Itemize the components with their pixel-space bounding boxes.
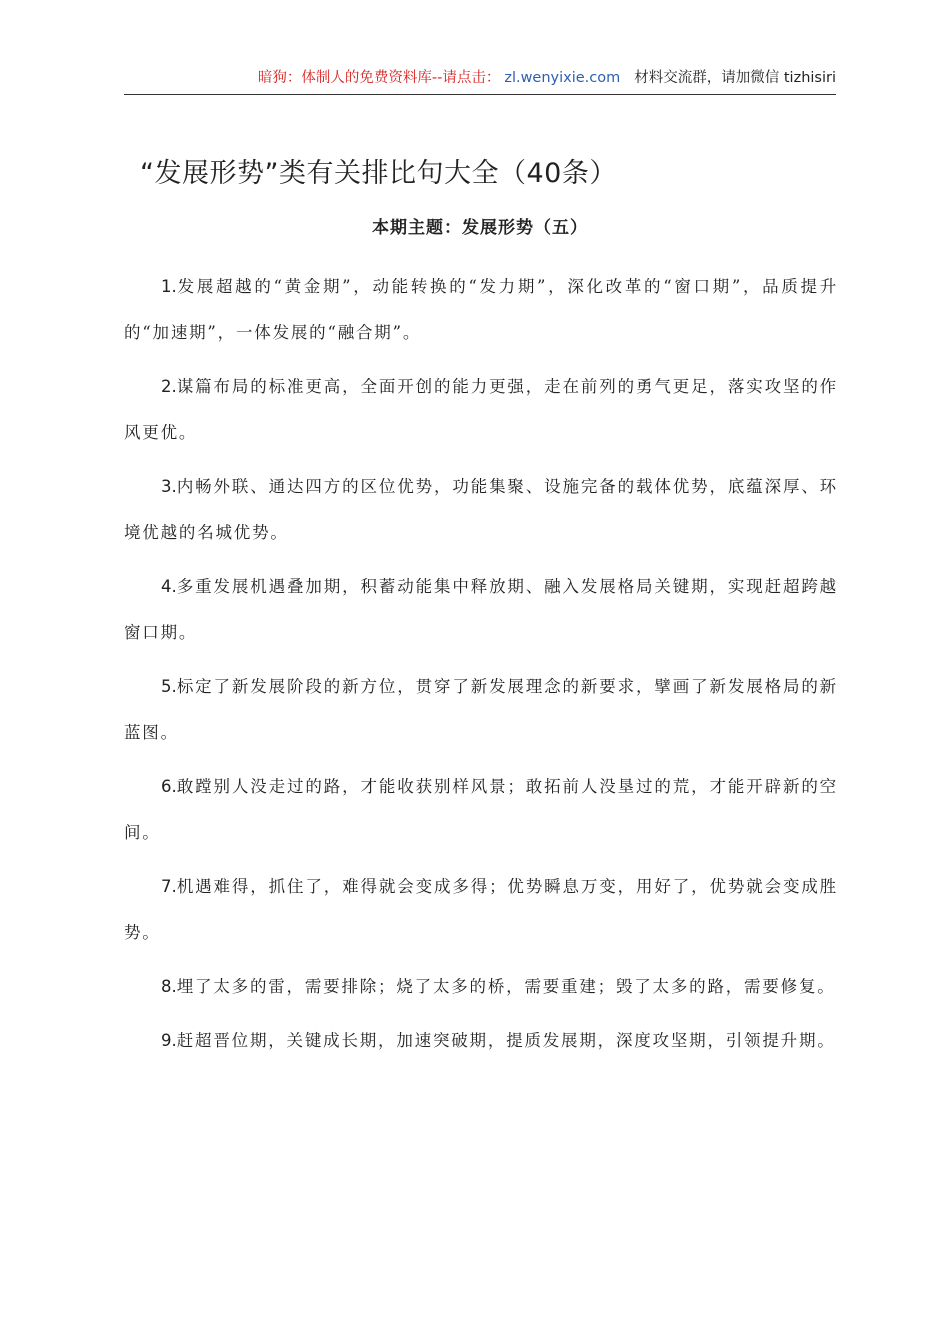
item-number: 3. <box>161 477 177 496</box>
item-text: 谋篇布局的标准更高，全面开创的能力更强，走在前列的勇气更足，落实攻坚的作风更优。 <box>124 377 838 442</box>
item-text: 机遇难得，抓住了，难得就会变成多得；优势瞬息万变，用好了，优势就会变成胜势。 <box>124 877 838 942</box>
page-header <box>124 66 836 95</box>
list-item <box>124 1018 838 1064</box>
item-number: 5. <box>161 677 177 696</box>
item-number: 6. <box>161 777 177 796</box>
item-number: 7. <box>161 877 177 896</box>
list-item <box>124 264 838 356</box>
list-item <box>124 964 838 1010</box>
item-text: 埋了太多的雷，需要排除；烧了太多的桥，需要重建；毁了太多的路，需要修复。 <box>176 977 836 996</box>
header-brand: 暗狗：体制人的免费资料库 <box>257 70 432 86</box>
document-title: “发展形势”类有关排比句大全（40条） <box>140 158 617 189</box>
item-number: 8. <box>161 977 177 996</box>
item-list <box>124 264 838 1072</box>
list-item <box>124 864 838 956</box>
item-number: 4. <box>161 577 177 596</box>
list-item <box>124 464 838 556</box>
item-text: 赶超晋位期，关键成长期，加速突破期，提质发展期，深度攻坚期，引领提升期。 <box>176 1031 836 1050</box>
item-text: 标定了新发展阶段的新方位，贯穿了新发展理念的新要求，擘画了新发展格局的新蓝图。 <box>124 677 838 742</box>
item-text: 内畅外联、通达四方的区位优势，功能集聚、设施完备的载体优势，底蕴深厚、环境优越的名城优势。 <box>124 477 838 542</box>
header-link[interactable]: zl.wenyixie.com <box>504 70 621 86</box>
list-item <box>124 364 838 456</box>
header-prompt: --请点击： <box>431 70 501 86</box>
item-text: 多重发展机遇叠加期，积蓄动能集中释放期、融入发展格局关键期，实现赶超跨越窗口期。 <box>124 577 838 642</box>
item-text: 发展超越的“黄金期”，动能转换的“发力期”，深化改革的“窗口期”，品质提升的“加速期”，一体发展的“融合期”。 <box>124 277 838 342</box>
document-subtitle: 本期主题：发展形势（五） <box>372 218 588 238</box>
list-item <box>124 564 838 656</box>
item-number: 2. <box>161 377 177 396</box>
item-number: 1. <box>161 277 177 296</box>
list-item <box>124 664 838 756</box>
header-contact: 材料交流群，请加微信 tizhisiri <box>634 70 836 86</box>
list-item <box>124 764 838 856</box>
item-number: 9. <box>161 1031 177 1050</box>
item-text: 敢蹚别人没走过的路，才能收获别样风景；敢拓前人没垦过的荒，才能开辟新的空间。 <box>124 777 838 842</box>
